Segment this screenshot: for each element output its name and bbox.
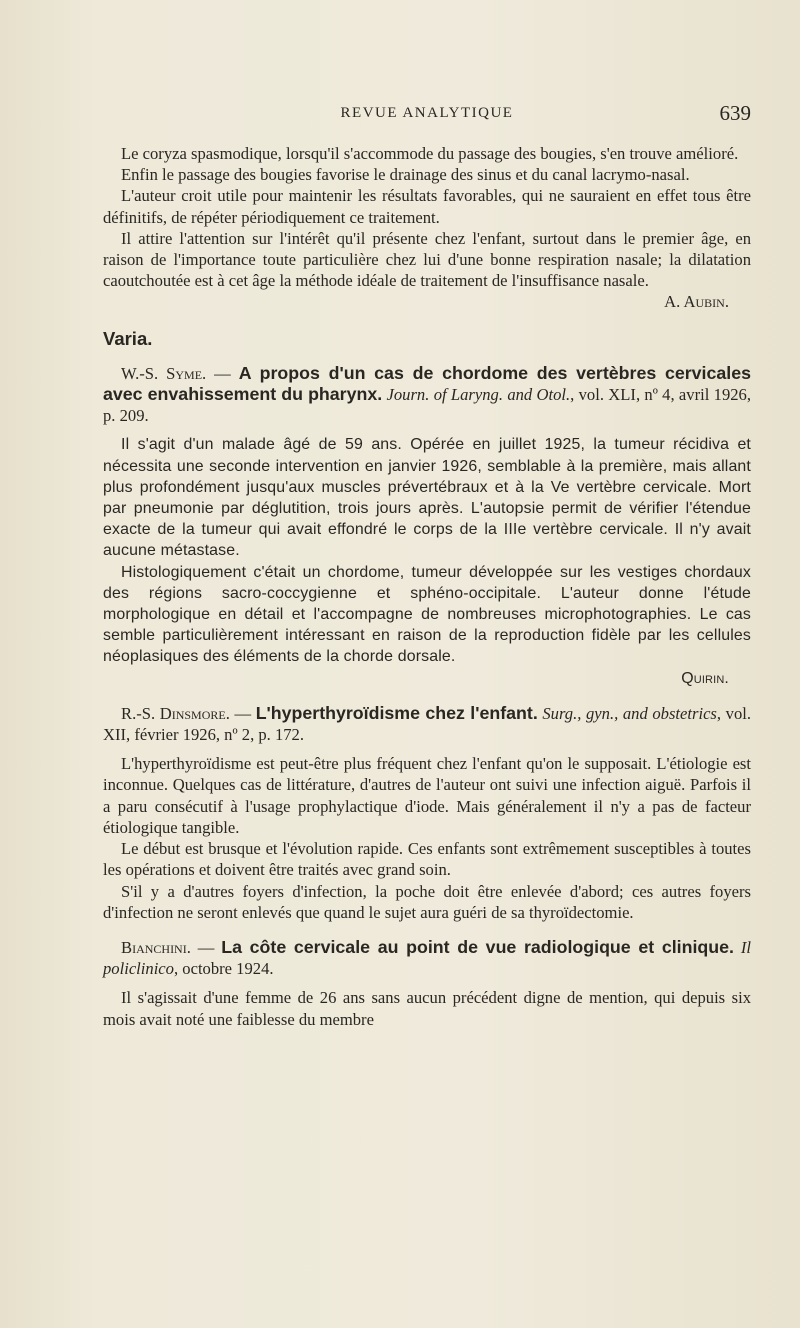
abstract-entry <box>103 937 751 1030</box>
entry-title: L'hyperthyroïdisme chez l'enfant. <box>255 702 538 723</box>
entry-heading <box>103 703 751 745</box>
entry-dash: — <box>206 363 239 383</box>
paragraph: L'auteur croit utile pour maintenir les résultats favorables, qui ne sauraient en effet tous être définitifs, de répéter périodiquement ce traitement. <box>103 186 751 227</box>
paragraph: Il attire l'attention sur l'intérêt qu'il présente chez l'enfant, surtout dans le premier âge, en raison de l'importance toute particulière chez lui d'une bonne respiration nasale; la dilatation caoutchoutée est à cet âge la méthode idéale de traitement de l'insuffisance nasale. <box>103 228 751 291</box>
entry-journal: Il policlinico <box>103 937 751 979</box>
abstract-entry <box>103 703 751 923</box>
paragraph: L'hyperthyroïdisme est peut-être plus fréquent chez l'enfant qu'on le supposait. L'étiologie est inconnue. Quelques cas de littérature, d'autres de l'auteur ont suivi une infection aiguë. Parfois il a paru consécutif à l'usage prophylactique d'iode. Mais généralement il n'y a pas de facteur étiologique tangible. <box>103 754 751 837</box>
paragraph: Histologiquement c'était un chordome, tumeur développée sur les vestiges chordaux des régions sacro-coccygienne et sphéno-occipitale. L'auteur donne l'étude morphologique en détail et l'accompagne de nombreuses microphotographies. Le cas semble particulièrement intéressant en raison de la reproduction fidèle par les cellules néoplasiques des éléments de la chorde dorsale. <box>103 563 751 666</box>
paragraph: Le coryza spasmodique, lorsqu'il s'accommode du passage des bougies, s'en trouve amélioré. <box>121 144 739 163</box>
entry-dash: — <box>190 937 222 957</box>
abstract-entry <box>103 363 751 689</box>
paragraph: Le début est brusque et l'évolution rapide. Ces enfants sont extrêmement susceptibles à toutes les opérations et doivent être traités avec grand soin. <box>103 839 751 880</box>
paragraph: S'il y a d'autres foyers d'infection, la poche doit être enlevée d'abord; ces autres foyers d'infection ne seront enlevés que quand le sujet aura guéri de sa thyroïdectomie. <box>103 881 751 922</box>
paragraph: Il s'agit d'un malade âgé de 59 ans. Opérée en juillet 1925, la tumeur récidiva et nécessita une seconde intervention en janvier 1926, semblable à la première, mais allant plus profondément jusqu'aux muscles prévertébraux et à la Ve vertèbre cervicale. Mort par pneumonie par déglutition, trois jours après. L'autopsie permit de vérifier l'étendue exacte de la tumeur qui avait effondré le corps de la IIIe vertèbre cervicale. Il n'y avait aucune métastase. <box>103 436 751 560</box>
intro-section <box>103 143 751 313</box>
entry-author: W.-S. Syme. <box>121 363 207 383</box>
entry-body <box>103 753 751 923</box>
entry-body <box>103 987 751 1029</box>
entry-reference: , vol. XLI, nº 4, avril 1926, p. 209. <box>103 385 751 426</box>
entry-heading <box>103 937 751 979</box>
paragraph: Enfin le passage des bougies favorise le drainage des sinus et du canal lacrymo-nasal. <box>121 165 690 185</box>
entry-journal: Surg., gyn., and obstetrics <box>542 703 717 723</box>
entry-body <box>103 434 751 688</box>
paragraph: Il s'agissait d'une femme de 26 ans sans aucun précédent digne de mention, qui depuis six mois avait noté une faiblesse du membre <box>103 988 751 1029</box>
page-header <box>103 101 751 127</box>
entry-journal: Journ. of Laryng. and Otol. <box>386 385 571 405</box>
entry-title: A propos d'un cas de chordome des vertèbres cervicales avec envahissement du pharynx. <box>103 362 751 405</box>
entry-author: Bianchini. <box>121 937 191 957</box>
entry-dash: — <box>229 703 256 723</box>
page-body <box>103 143 751 1030</box>
entry-reference: , octobre 1924. <box>173 959 274 979</box>
running-head: REVUE ANALYTIQUE <box>340 105 514 121</box>
signature: Quirin. <box>681 669 729 687</box>
page-number: 639 <box>719 101 751 125</box>
section-title: Varia. <box>103 327 153 349</box>
entry-author: R.-S. Dinsmore. <box>121 703 230 723</box>
entry-reference: , vol. XII, février 1926, nº 2, p. 172. <box>103 703 752 745</box>
entry-title: La côte cervicale au point de vue radiologique et clinique. <box>221 936 734 957</box>
entry-heading <box>103 363 751 427</box>
signature: A. Aubin. <box>664 292 729 312</box>
